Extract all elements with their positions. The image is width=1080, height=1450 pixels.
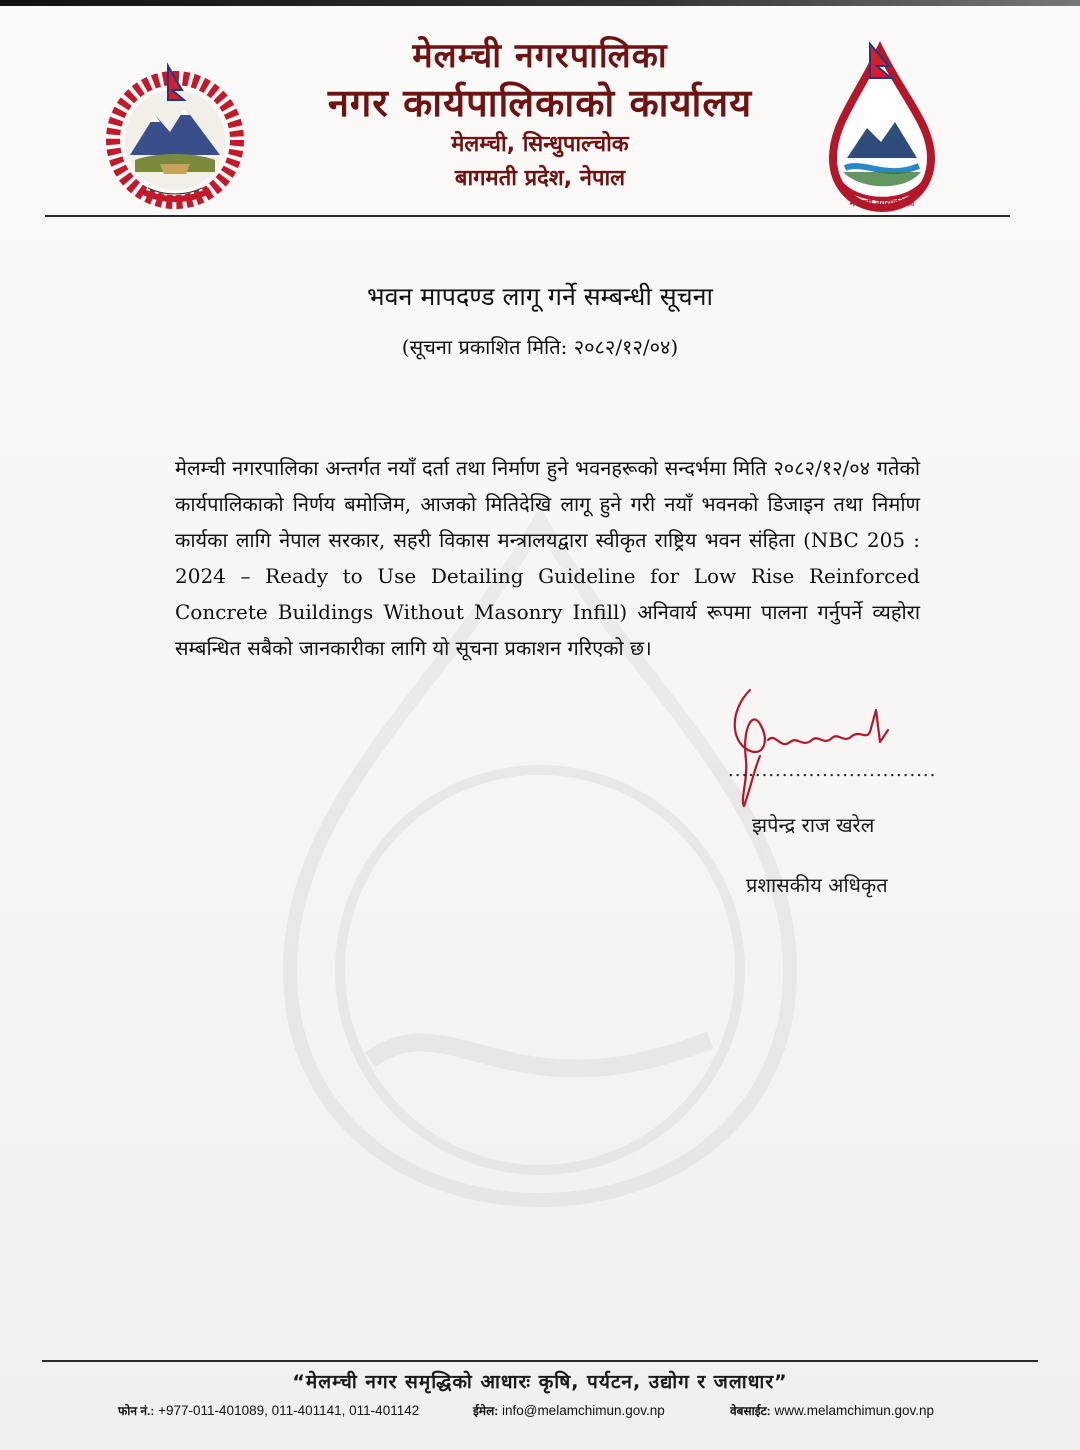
footer-contact (118, 1400, 978, 1424)
signer-designation: प्रशासकीय अधिकृत (746, 873, 888, 897)
footer-phone-value: +977-011-401089, 011-401141, 011-401142 (158, 1403, 420, 1418)
scan-top-edge (0, 0, 1080, 6)
notice-published-date: (सूचना प्रकाशित मिति: २०८२/१२/०४) (401, 335, 679, 359)
footer-website-label: वेबसाईट: (730, 1404, 771, 1418)
footer-slogan: “मेलम्ची नगर समृद्धिको आधारः कृषि, पर्यटन, उद्योग र जलाधार” (292, 1371, 788, 1393)
municipality-logo-text: मेलम्ची नगरपालिका (849, 199, 915, 209)
office-province: बागमती प्रदेश, नेपाल (454, 166, 626, 191)
office-name: नगर कार्यपालिकाको कार्यालय (327, 81, 753, 125)
footer-email-value: info@melamchimun.gov.np (501, 1403, 665, 1418)
notice-title: भवन मापदण्ड लागू गर्ने सम्बन्धी सूचना (367, 282, 713, 311)
municipality-name: मेलम्ची नगरपालिका (412, 36, 668, 76)
nepal-emblem-icon (100, 60, 250, 210)
footer-divider (42, 1360, 1038, 1362)
letterhead-text (260, 34, 820, 196)
office-address: मेलम्ची, सिन्धुपाल्चोक (451, 132, 629, 157)
footer-email (473, 1400, 665, 1422)
handwritten-signature-icon (720, 680, 910, 810)
footer-phone-label: फोन नं.: (118, 1404, 155, 1418)
footer-email-label: ईमेल: (473, 1404, 499, 1418)
signature-line: ............................... (728, 760, 937, 781)
notice-body: मेलम्ची नगरपालिका अन्तर्गत नयाँ दर्ता तथा निर्माण हुने भवनहरूको सन्दर्भमा मिति २०८२/१२/०४ गतेको कार्यपालिकाको निर्णय बमोजिम, आजको मितिदेखि लागू हुने गरी नयाँ भवनको डिजाइन तथा निर्माण कार्यका लागि नेपाल सरकार, सहरी विकास मन्त्रालयद्वारा स्वीकृत राष्ट्रिय भवन संहिता (NBC 205 : 2024 – Ready to Use Detailing Guideline for Low Rise Reinforced Concrete Buildings Without Masonry Infill) अनिवार्य रूपमा पालना गर्नुपर्ने व्यहोरा सम्बन्धित सबैको जानकारीका लागि यो सूचना प्रकाशन गरिएको छ। (175, 456, 920, 660)
header-divider (45, 215, 1010, 217)
letterhead (0, 20, 1080, 220)
footer-website-value: www.melamchimun.gov.np (774, 1403, 935, 1418)
municipality-logo-icon (825, 40, 940, 215)
footer-phone (118, 1400, 419, 1422)
footer-website (730, 1400, 934, 1422)
signer-name: झपेन्द्र राज खरेल (752, 813, 875, 837)
